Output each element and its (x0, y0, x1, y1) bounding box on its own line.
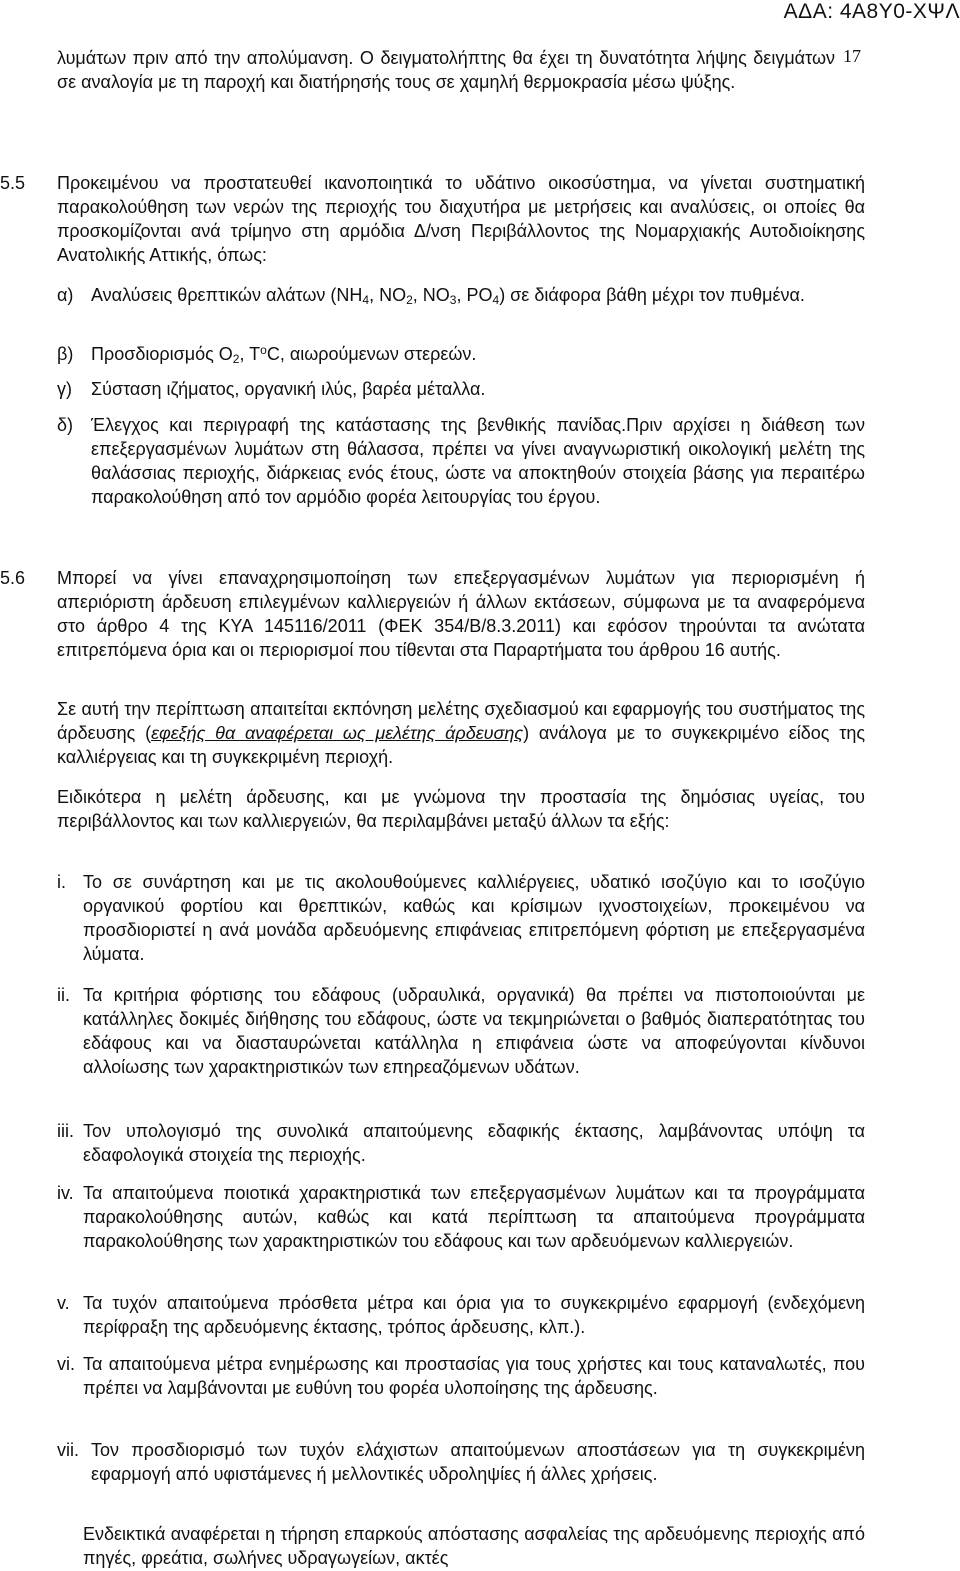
list-item-marker: vii. (57, 1440, 79, 1460)
closing-paragraph: Ενδεικτικά αναφέρεται η τήρηση επαρκούς απόστασης ασφαλείας της αρδευόμενης περιοχής από πηγές, φρεάτια, σωλήνες υδραγωγείων, ακτές (83, 1524, 865, 1568)
section-5-5-text: Προκειμένου να προστατευθεί ικανοποιητικά το υδάτινο οικοσύστημα, να γίνεται συστηματική παρακολούθηση των νερών της περιοχής του διαχυτήρα με μετρήσεις και αναλύσεις, οι οποίες θα προσκομίζονται ανά τρίμηνο στη αρμόδια Δ/νση Περιβάλλοντος της Νομαρχιακής Αυτοδιοίκησης Ανατολικής Αττικής, όπως: (57, 173, 865, 265)
item-a-marker: α) (57, 285, 74, 305)
item-d-text: Έλεγχος και περιγραφή της κατάστασης της βενθικής πανίδας.Πριν αρχίσει η διάθεση των επεξεργασμένων λυμάτων στη θάλασσα, πρέπει να γίνει αναγνωριστική οικολογική μελέτη της θαλάσσιας περιοχής, διάρκειας ενός έτους, ώστε να αποκτηθούν στοιχεία βάσης για περαιτέρω παρακολούθηση από τον αρμόδιο φορέα λειτουργίας του έργου. (91, 415, 865, 507)
list-item-marker: iii. (57, 1121, 74, 1141)
list-item-marker: vi. (57, 1354, 75, 1374)
list-item-marker: iv. (57, 1183, 74, 1203)
list-item-marker: v. (57, 1293, 70, 1313)
list-item-text: Τον προσδιορισμό των τυχόν ελάχιστων απαιτούμενων αποστάσεων για τη συγκεκριμένη εφαρμογή από υφιστάμενες ή μελλοντικές υδροληψίες ή άλλες χρήσεις. (91, 1440, 865, 1484)
item-a-text: Αναλύσεις θρεπτικών αλάτων ($NH_4$, $NO_2$, $NO_3$, $PO_4$) σε διάφορα βάθη μέχρι τον πυθμένα. (91, 285, 805, 307)
list-item-text: Τον υπολογισμό της συνολικά απαιτούμενης εδαφικής έκτασης, λαμβάνοντας υπόψη τα εδαφολογικά στοιχεία της περιοχής. (83, 1121, 865, 1165)
emphasis-text: εφεξής θα αναφέρεται ως μελέτης άρδευσης (151, 723, 524, 743)
ada-code: ΑΔΑ: 4Α8Υ0-ΧΨΛ (783, 0, 960, 23)
page-number: 17 (843, 46, 861, 66)
section-number-5-5: 5.5 (0, 173, 26, 193)
item-c-text: Σύσταση ιζήματος, οργανική ιλύς, βαρέα μέταλλα. (91, 379, 486, 399)
intro-paragraph: λυμάτων πριν από την απολύμανση. Ο δειγματολήπτης θα έχει τη δυνατότητα λήψης δειγμάτων σε αναλογία με τη παροχή και διατήρησής τους σε χαμηλή θερμοκρασία μέσω ψύξης. (57, 48, 835, 92)
section-5-6-paragraph-3: Ειδικότερα η μελέτη άρδευσης, και με γνώμονα την προστασία της δημόσιας υγείας, του περιβάλλοντος και των καλλιεργειών, θα περιλαμβάνει μεταξύ άλλων τα εξής: (57, 787, 865, 831)
list-item-text: Το σε συνάρτηση και με τις ακολουθούμενες καλλιέργειες, υδατικό ισοζύγιο και το ισοζύγιο οργανικού φορτίου και θρεπτικών, καθώς και κρίσιμων ιχνοστοιχείων, προκειμένου να προσδιοριστεί η ανά μονάδα αρδευόμενης επιφάνειας επιτρεπόμενη φόρτιση με επεξεργασμένα λύματα. (83, 872, 865, 964)
item-d-marker: δ) (57, 415, 74, 435)
list-item-text: Τα απαιτούμενα ποιοτικά χαρακτηριστικά των επεξεργασμένων λυμάτων και τα προγράμματα παρακολούθησης αυτών, καθώς και κατά περίπτωση τα απαιτούμενα προγράμματα παρακολούθησης των χαρακτηριστικών του εδάφους και των αρδευόμενων καλλιεργειών. (83, 1183, 865, 1251)
item-c-marker: γ) (57, 379, 72, 399)
section-5-6-text: Μπορεί να γίνει επαναχρησιμοποίηση των επεξεργασμένων λυμάτων για περιορισμένη ή απεριόριστη άρδευση επιλεγμένων καλλιεργειών ή άλλων εκτάσεων, σύμφωνα με τα αναφερόμενα στο άρθρο 4 της ΚΥΑ 145116/2011 (ΦΕΚ 354/Β/8.3.2011) και εφόσον τηρούνται τα ανώτατα επιτρεπόμενα όρια και οι περιορισμοί που τίθενται στα Παραρτήματα του άρθρου 16 αυτής. (57, 568, 865, 660)
list-item-text: Τα κριτήρια φόρτισης του εδάφους (υδραυλικά, οργανικά) θα πρέπει να πιστοποιούνται με κατάλληλες δοκιμές διήθησης του εδάφους, ώστε να τεκμηριώνεται ο βαθμός διαπερατότητας του εδάφους και να διασταυρώνεται κατάλληλα η επιφάνεια ώστε να αποφεύγονται κίνδυνοι αλλοίωσης των χαρακτηριστικών των επηρεαζόμενων υδάτων. (83, 985, 865, 1077)
section-number-5-6: 5.6 (0, 568, 26, 588)
item-b-text: Προσδιορισμός $O_2$, $T^oC$, αιωρούμενων στερεών. (91, 343, 477, 366)
list-item-marker: i. (57, 872, 66, 892)
list-item-text: Τα τυχόν απαιτούμενα πρόσθετα μέτρα και όρια για το συγκεκριμένο εφαρμογή (ενδεχόμενη περίφραξη της αρδευόμενης έκτασης, τρόπος άρδευσης, κλπ.). (83, 1293, 865, 1337)
list-item-marker: ii. (57, 985, 70, 1005)
item-b-marker: β) (57, 344, 74, 364)
list-item-text: Τα απαιτούμενα μέτρα ενημέρωσης και προστασίας για τους χρήστες και τους καταναλωτές, που πρέπει να λαμβάνονται με ευθύνη του φορέα υλοποίησης της άρδευσης. (83, 1354, 865, 1398)
section-5-6-paragraph-2: Σε αυτή την περίπτωση απαιτείται εκπόνηση μελέτης σχεδιασμού και εφαρμογής του συστήματος της άρδευσης (εφεξής θα αναφέρεται ως μελέτης άρδευσης) ανάλογα με το συγκεκριμένο είδος της καλλιέργειας και τη συγκεκριμένη περιοχή. (57, 699, 865, 767)
